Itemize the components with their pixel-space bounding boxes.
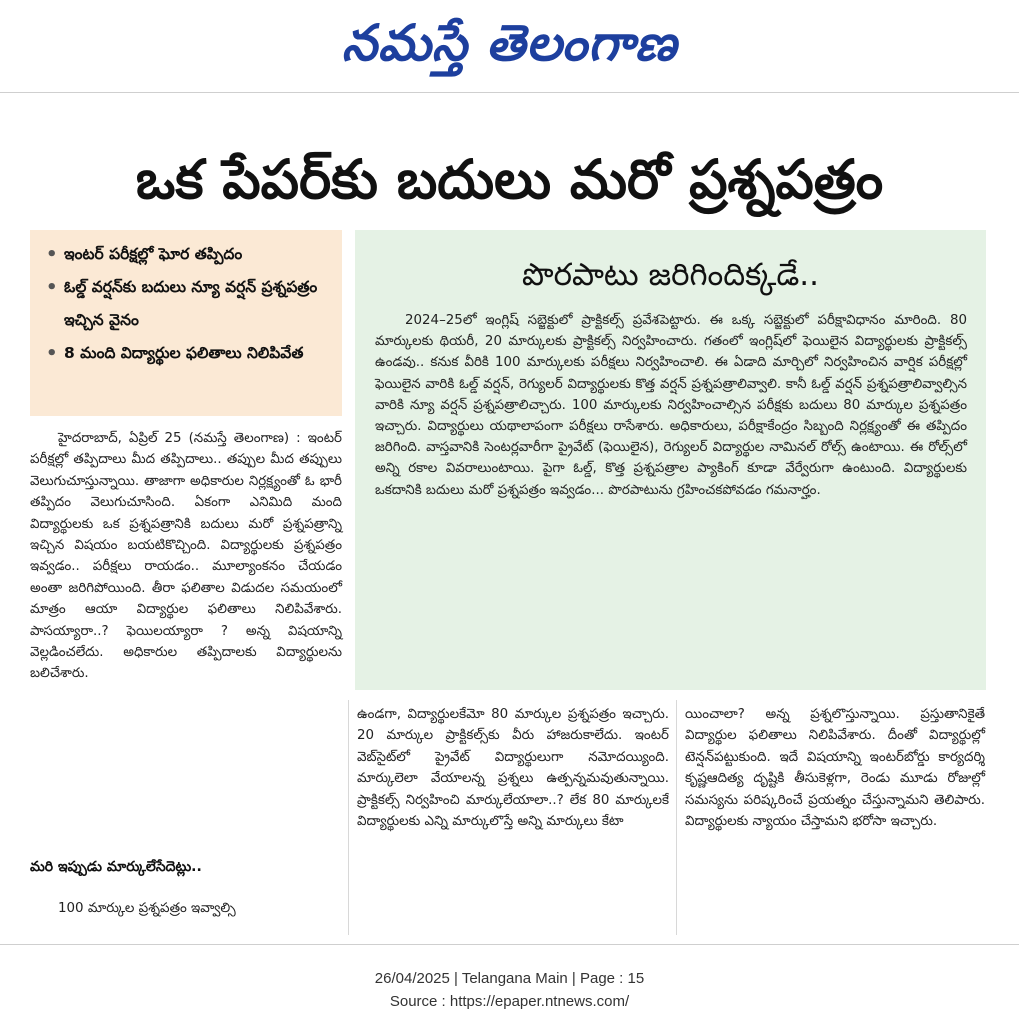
highlight-item: • 8 మంది విద్యార్థుల ఫలితాలు నిలిపివేత bbox=[44, 337, 334, 370]
article-column-1-continued: 100 మార్కుల ప్రశ్నపత్రం ఇవ్వాల్సి bbox=[58, 901, 236, 916]
article-subhead: మరి ఇప్పుడు మార్కులేసేదెట్లు.. bbox=[30, 859, 202, 875]
highlights-box bbox=[30, 230, 342, 416]
masthead-divider bbox=[0, 92, 1019, 93]
masthead-logo: నమస్తే తెలంగాణ bbox=[341, 13, 678, 72]
footer-divider bbox=[0, 944, 1019, 945]
article-column-2: ఉండగా, విద్యార్థులకేమో 80 మార్కుల ప్రశ్నపత్రం ఇచ్చారు. 20 మార్కుల ప్రాక్టికల్స్‌కు వీరు హాజరుకాలేదు. ఇంటర్ వెబ్‌సైట్‌లో ప్రైవేట్ విద్యార్థులుగా నమోదయ్యింది. మార్కులెలా వేయాలన్న ప్రశ్నలు ఉత్పన్నమవుతున్నాయి. ప్రాక్టికల్స్ నిర్వహించి మార్కులేయాలా..? లేక 80 మార్కులకే విద్యార్థులకు ఎన్ని మార్కులొస్తే అన్ని మార్కులు కేటా bbox=[357, 707, 669, 830]
article-column-1: హైదరాబాద్, ఏప్రిల్ 25 (నమస్తే తెలంగాణ) : ఇంటర్ పరీక్షల్లో తప్పిదాలు మీద తప్పిదాలు.. తప్పుల మీద తప్పులు వెలుగుచూస్తున్నాయి. తాజాగా అధికారుల నిర్లక్ష్యంతో ఓ భారీ తప్పిదం వెలుగుచూసింది. ఏకంగా ఎనిమిది మంది విద్యార్థులకు ఒక ప్రశ్నపత్రానికి బదులు మరో ప్రశ్నపత్రాన్ని ఇచ్చిన విషయం బయటికొచ్చింది. విద్యార్థులకు ప్రశ్నపత్రం ఇవ్వడం.. పరీక్షలు రాయడం.. మూల్యాంకనం చేయడం అంతా జరిగిపోయింది. తీరా ఫలితాల విడుదల సమయంలో మాత్రం ఆయా విద్యార్థుల ఫలితాలు నిలిపివేశారు. పాసయ్యారా..? ఫెయిలయ్యారా ? అన్న విషయాన్ని వెల్లడించలేదు. అధికారుల తప్పిదాలకు విద్యార్థులను బలిచేశారు. bbox=[30, 431, 342, 682]
column-divider bbox=[676, 700, 677, 935]
highlight-item: • ఓల్డ్ వర్షన్‌కు బదులు న్యూ వర్షన్ ప్రశ్నపత్రం ఇచ్చిన వైనం bbox=[44, 271, 334, 337]
highlight-item: • ఇంటర్ పరీక్షల్లో ఘోర తప్పిదం bbox=[44, 238, 334, 271]
footer-edition: 26/04/2025 | Telangana Main | Page : 15 bbox=[374, 970, 645, 987]
column-divider bbox=[348, 700, 349, 935]
article-column-3: యించాలా? అన్న ప్రశ్నలొస్తున్నాయి. ప్రస్తుతానికైతే విద్యార్థుల ఫలితాలు నిలిపివేశారు. దీంతో విద్యార్థుల్లో టెన్షన్‌పట్టుకుంది. ఇదే విషయాన్ని ఇంటర్‌బోర్డు కార్యదర్శి కృష్ణఆదిత్య దృష్టికి తీసుకెళ్లగా, రెండు మూడు రోజుల్లో సమస్యను పరిష్కరించే ప్రయత్నం చేస్తున్నామని తెలిపారు. విద్యార్థులకు న్యాయం చేస్తామని భరోసా ఇచ్చారు. bbox=[685, 707, 985, 830]
boxout-body: 2024–25లో ఇంగ్లిష్ సబ్జెక్టులో ప్రాక్టికల్స్ ప్రవేశపెట్టారు. ఈ ఒక్క సబ్జెక్టులో పరీక్షావిధానం మారింది. 80 మార్కులకు థియరీ, 20 మార్కులకు ప్రాక్టికల్స్ నిర్వహించారు. గతంలో ఇంగ్లిష్‌లో ఫెయిలైన విద్యార్థులకు ప్రాక్టికల్స్ ఉండవు.. కనుక వీరికి 100 మార్కులకు పరీక్షలు నిర్వహించాలి. ఈ ఏడాది మార్చిలో నిర్వహించిన వార్షిక పరీక్షల్లో ఫెయిలైన వారికి ఓల్డ్ వర్షన్, రెగ్యులర్ విద్యార్థులకు కొత్త వర్షన్ ప్రశ్నపత్రాలివ్వాలి. కానీ ఓల్డ్ వర్షన్ ప్రశ్నపత్రాలివ్వాల్సిన వారికి న్యూ వర్షన్ ప్రశ్నపత్రాలిచ్చారు. 100 మార్కులకు నిర్వహించాల్సిన పరీక్షకు బదులు 80 మార్కుల ప్రశ్నపత్రం ఇచ్చారు. విద్యార్థులు యథాలాపంగా పరీక్షలు రాసేశారు. అధికారులు, పరీక్షాకేంద్రం సిబ్బంది నిర్లక్ష్యంతో ఈ తప్పిదం జరిగింది. వాస్తవానికి సెంటర్లవారీగా ప్రైవేట్ (ఫెయిలైన), రెగ్యులర్ విద్యార్థుల నామినల్ రోల్స్ ఉంటాయి. ఈ రోల్స్‌లో అన్ని రకాల వివరాలుంటాయి. పైగా ఓల్డ్, కొత్త ప్రశ్నపత్రాల ప్యాకింగ్ కూడా వేర్వేరుగా ఉంటుంది. విద్యార్థులకు ఒకదానికి బదులు మరో ప్రశ్నపత్రం ఇవ్వడం... పొరపాటును గ్రహించకపోవడం గమనార్హం. bbox=[375, 313, 967, 498]
footer-source-link[interactable]: Source : https://epaper.ntnews.com/ bbox=[389, 993, 630, 1010]
boxout-title: పొరపాటు జరిగిందిక్కడే.. bbox=[522, 257, 819, 293]
article-headline: ఒక పేపర్‌కు బదులు మరో ప్రశ్నపత్రం bbox=[135, 148, 884, 211]
